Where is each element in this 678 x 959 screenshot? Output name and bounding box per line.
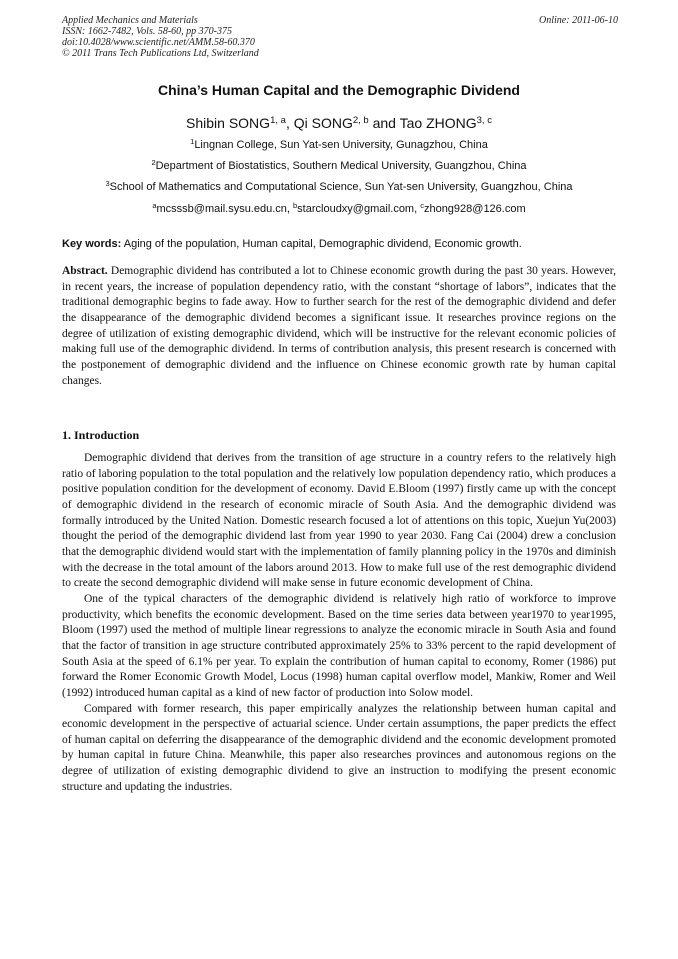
email-marker: c bbox=[420, 200, 424, 210]
keywords-text: Aging of the population, Human capital, Demographic dividend, Economic growth. bbox=[121, 238, 522, 250]
abstract bbox=[62, 264, 616, 389]
author-superscript: 3, c bbox=[476, 114, 492, 126]
email-marker: b bbox=[293, 200, 298, 210]
affiliation bbox=[62, 136, 616, 151]
paragraph: One of the typical characters of the demographic dividend is relatively high ratio of workforce to improve productivity, which benefits the economic development. Based on the time series data between year1970 to year1995, Bloom (1997) used the method of multiple linear regressions to analyze the economic miracle in South Asia and found that the factor of transition in age structure contributed approximately 25% to 33% percent to the rapid development of South Asia at the speed of 6.1% per year. To explain the contribution of human capital to economy, Romer (1986) put forward the Romer Economic Growth Model, Locus (1998) human capital overflow model, Mankiw, Romer and Weil (1992) introduced human capital as a kind of new factor of production into Solow model. bbox=[62, 592, 616, 699]
keywords-label: Key words: bbox=[62, 238, 122, 250]
journal-name: Applied Mechanics and Materials bbox=[62, 15, 198, 26]
paragraph: Compared with former research, this paper empirically analyzes the relationship between human capital and economic development in the perspective of actuarial science. Under certain assumptions, the paper predicts the effect of human capital on deferring the disappearance of the demographic dividend and the economic development promoted by human capital in future China. Meanwhile, this paper also researches provinces and autonomous regions on the degree of utilization of existing demographic dividend to give an instruction to modifying the present economic structure and updating the industries. bbox=[62, 702, 616, 793]
author-superscript: 1, a bbox=[270, 114, 286, 126]
author-separator: and bbox=[368, 115, 400, 131]
abstract-label: Abstract. bbox=[62, 265, 108, 277]
online-date: Online: 2011-06-10 bbox=[539, 15, 618, 26]
paragraph: Demographic dividend that derives from the transition of age structure in a country refers to the relatively high ratio of laboring population to the total population and the relatively low population dependency ratio, which produces a positive population condition for the development of economy. David E.Bloom (1997) firstly came up with the concept of demographic dividend in the research of economic miracle of South Asia. And the demographic dividend was formally introduced by the United Nation. Domestic research focused a lot of attentions on this topic, Xuejun Yu(2003) thought the period of the demographic dividend last from year 1990 to year 2030. Fang Cai (2004) drew a conclusion that the demographic dividend would start with the implementation of family planning policy in the 1970s and diminish with the decrease in the total amount of the labors around 2013. How to make full use of the rest demographic dividend to create the second demographic dividend will make sense in future economic development of China. bbox=[62, 452, 616, 590]
doi-line: doi:10.4028/www.scientific.net/AMM.58-60.370 bbox=[62, 37, 255, 48]
affiliation bbox=[62, 178, 616, 193]
author-list bbox=[62, 115, 616, 131]
affiliation-text: Lingnan College, Sun Yat-sen University, Gunagzhou, China bbox=[194, 139, 488, 151]
introduction-body bbox=[62, 451, 616, 795]
copyright-line: © 2011 Trans Tech Publications Ltd, Switzerland bbox=[62, 48, 259, 59]
abstract-text: Demographic dividend has contributed a lot to Chinese economic growth during the past 30 years. However, in recent years, the increase of population dependency ratio, with the constant “shortage of labors”, indicates that the traditional demographic begins to fade away. How to further search for the rest of the demographic dividend and defer the disappearance of the demographic dividend becomes a significant issue. It researches province regions on the degree of utilization of existing demographic dividend, which will be instructive for the relevant economic policies of making full use of the demographic dividend. In terms of contribution analysis, this present research is concerned with the postponement of demographic dividend and the influence on Chinese economic growth rate by human capital changes. bbox=[62, 265, 616, 387]
email-address: mcsssb@mail.sysu.edu.cn, bbox=[156, 203, 294, 215]
author-separator: , bbox=[285, 115, 294, 131]
author-name: Tao ZHONG bbox=[399, 115, 477, 131]
journal-header bbox=[62, 15, 618, 59]
affiliation-number: 3 bbox=[105, 178, 110, 188]
keywords-line bbox=[62, 238, 618, 250]
affiliation-number: 1 bbox=[190, 136, 195, 146]
section-heading: 1. Introduction bbox=[62, 428, 140, 442]
affiliation-text: Department of Biostatistics, Southern Medical University, Guangzhou, China bbox=[155, 160, 527, 172]
author-superscript: 2, b bbox=[352, 114, 369, 126]
affiliation bbox=[62, 157, 616, 172]
affiliation-text: School of Mathematics and Computational Science, Sun Yat-sen University, Guangzhou, China bbox=[109, 181, 573, 193]
email-list bbox=[62, 200, 616, 215]
issn-line: ISSN: 1662-7482, Vols. 58-60, pp 370-375 bbox=[62, 26, 232, 37]
affiliation-number: 2 bbox=[151, 157, 156, 167]
author-name: Shibin SONG bbox=[186, 115, 271, 131]
paper-title: China’s Human Capital and the Demographic Dividend bbox=[158, 82, 520, 98]
author-name: Qi SONG bbox=[293, 115, 353, 131]
email-marker: a bbox=[152, 200, 157, 210]
email-address: zhong928@126.com bbox=[423, 203, 526, 215]
email-address: starcloudxy@gmail.com, bbox=[297, 203, 421, 215]
